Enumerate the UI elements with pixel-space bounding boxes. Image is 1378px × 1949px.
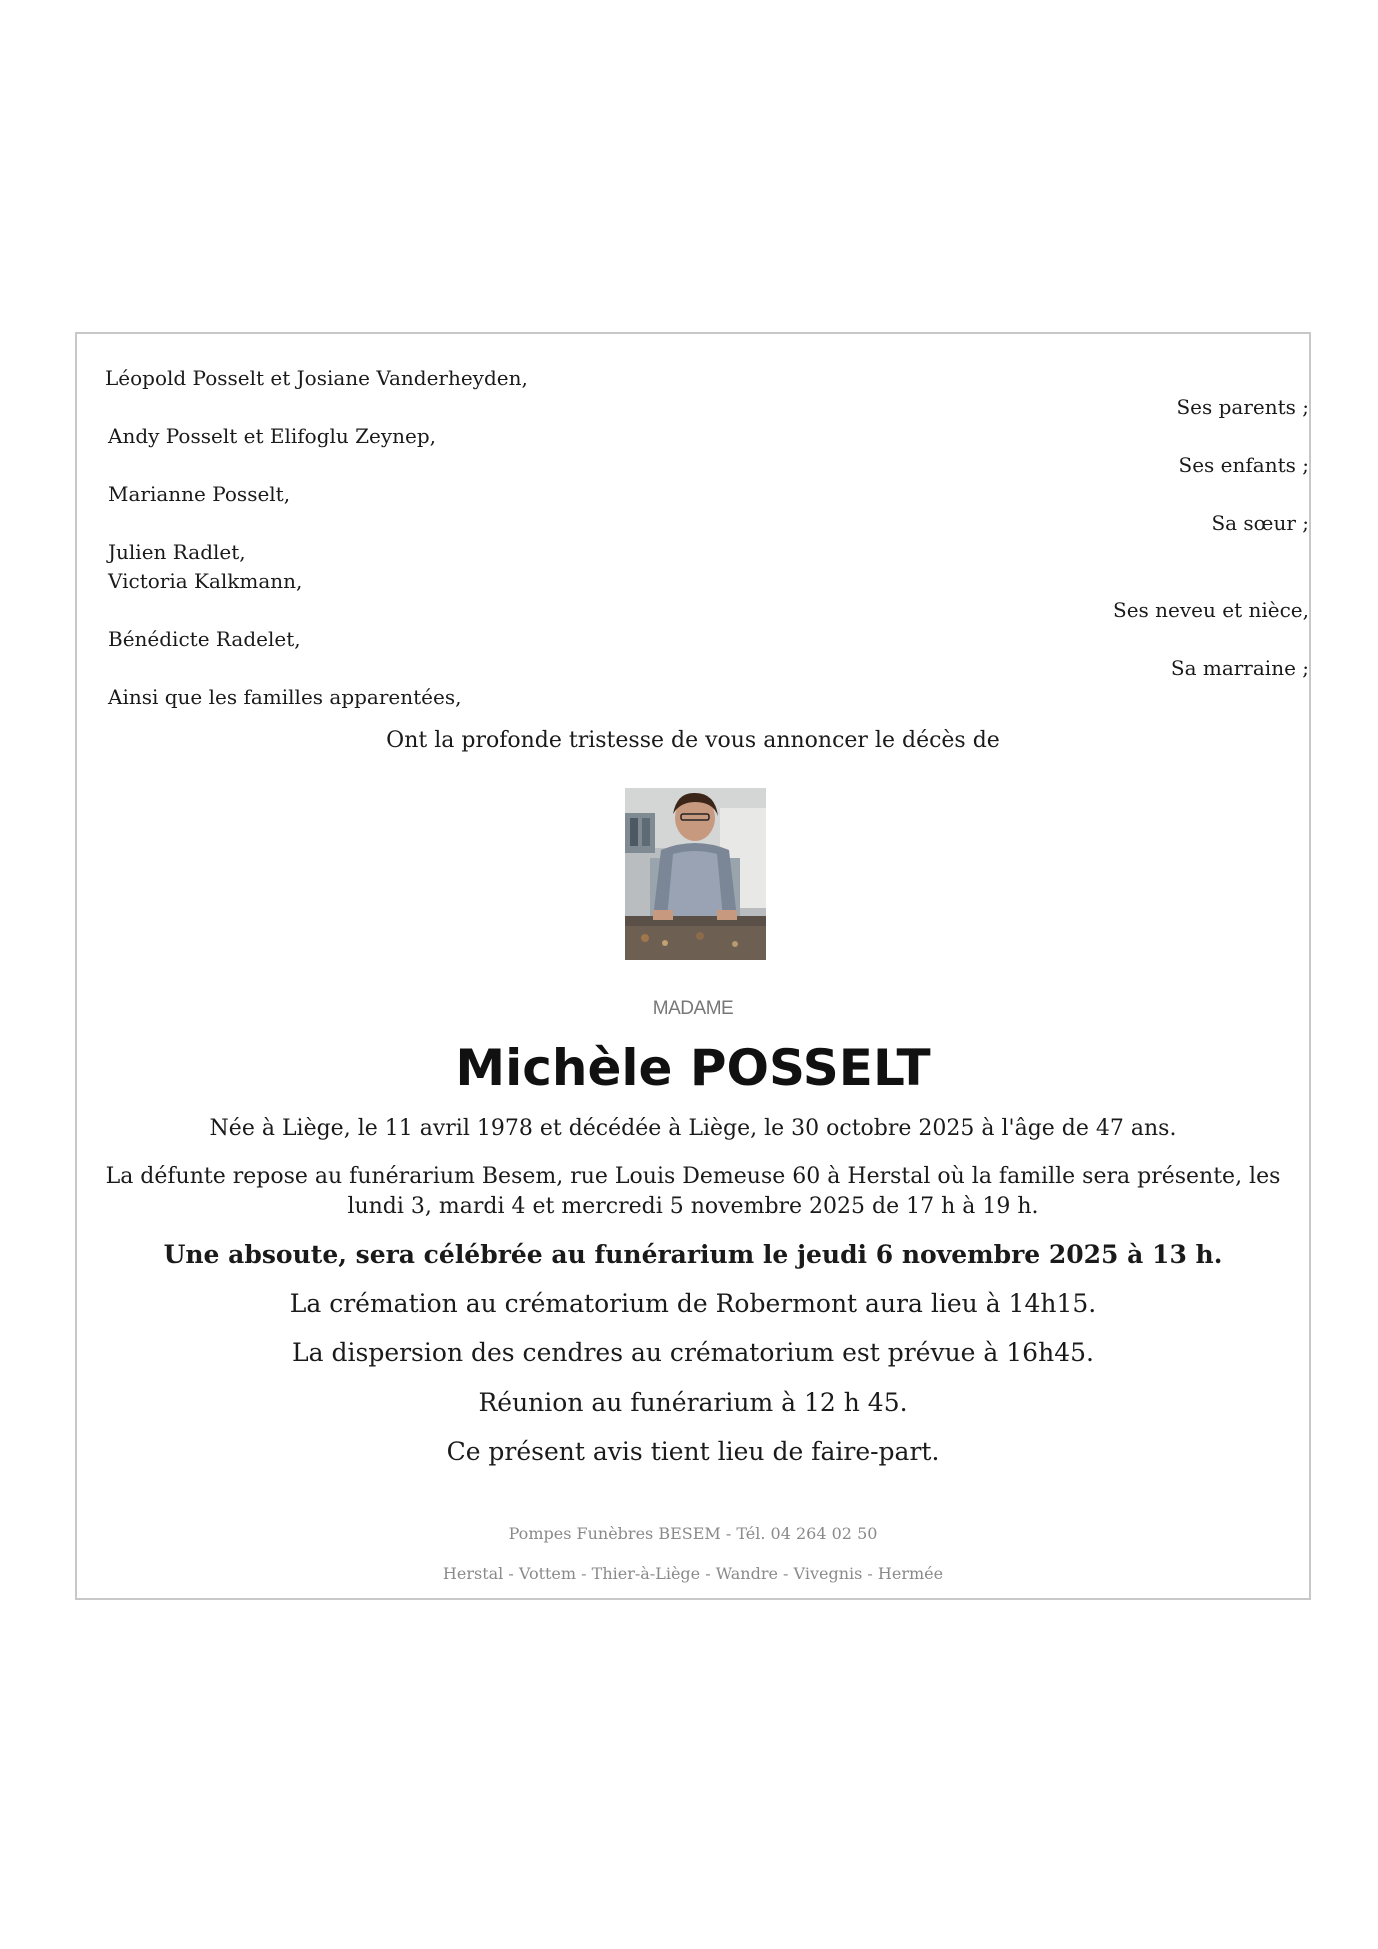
family-godmother: Bénédicte Radelet, bbox=[108, 627, 301, 651]
funeral-home-contact: Pompes Funèbres BESEM - Tél. 04 264 02 50 bbox=[508, 1524, 878, 1543]
funeral-home-locations: Herstal - Vottem - Thier-à-Liège - Wandre - Vivegnis - Hermée bbox=[442, 1564, 944, 1583]
deceased-photo bbox=[625, 788, 766, 960]
announcement-intro: Ont la profonde tristesse de vous annoncer le décès de bbox=[386, 728, 1000, 753]
family-relatives: Ainsi que les familles apparentées, bbox=[108, 685, 462, 709]
obituary-frame bbox=[75, 332, 1311, 1600]
role-godmother: Sa marraine ; bbox=[1170, 656, 1309, 680]
role-parents: Ses parents ; bbox=[1176, 395, 1309, 419]
birth-death-dates: Née à Liège, le 11 avril 1978 et décédée à Liège, le 30 octobre 2025 à l'âge de 47 ans. bbox=[209, 1116, 1177, 1141]
role-sister: Sa sœur ; bbox=[1211, 511, 1309, 535]
deceased-name: Michèle POSSELT bbox=[455, 1039, 931, 1097]
family-children: Andy Posselt et Elifoglu Zeynep, bbox=[108, 424, 437, 448]
family-nephew: Julien Radlet, bbox=[108, 540, 246, 564]
faire-part-notice: Ce présent avis tient lieu de faire-part. bbox=[446, 1437, 940, 1466]
family-niece: Victoria Kalkmann, bbox=[108, 569, 303, 593]
role-nephew-niece: Ses neveu et nièce, bbox=[1113, 598, 1309, 622]
family-sister: Marianne Posselt, bbox=[108, 482, 291, 506]
family-parents: Léopold Posselt et Josiane Vanderheyden, bbox=[105, 366, 528, 390]
role-children: Ses enfants ; bbox=[1178, 453, 1309, 477]
dispersion-info: La dispersion des cendres au crématorium est prévue à 16h45. bbox=[292, 1338, 1094, 1367]
reunion-info: Réunion au funérarium à 12 h 45. bbox=[478, 1388, 908, 1417]
honorific: MADAME bbox=[652, 998, 734, 1019]
absoute-ceremony: Une absoute, sera célébrée au funérarium le jeudi 6 novembre 2025 à 13 h. bbox=[163, 1240, 1223, 1269]
repose-details: La défunte repose au funérarium Besem, rue Louis Demeuse 60 à Herstal où la famille sera présente, les lundi 3, mardi 4 et mercredi 5 novembre 2025 de 17 h à 19 h. bbox=[105, 1164, 1281, 1219]
cremation-info: La crémation au crématorium de Robermont aura lieu à 14h15. bbox=[289, 1289, 1097, 1318]
portrait-image bbox=[625, 788, 766, 960]
